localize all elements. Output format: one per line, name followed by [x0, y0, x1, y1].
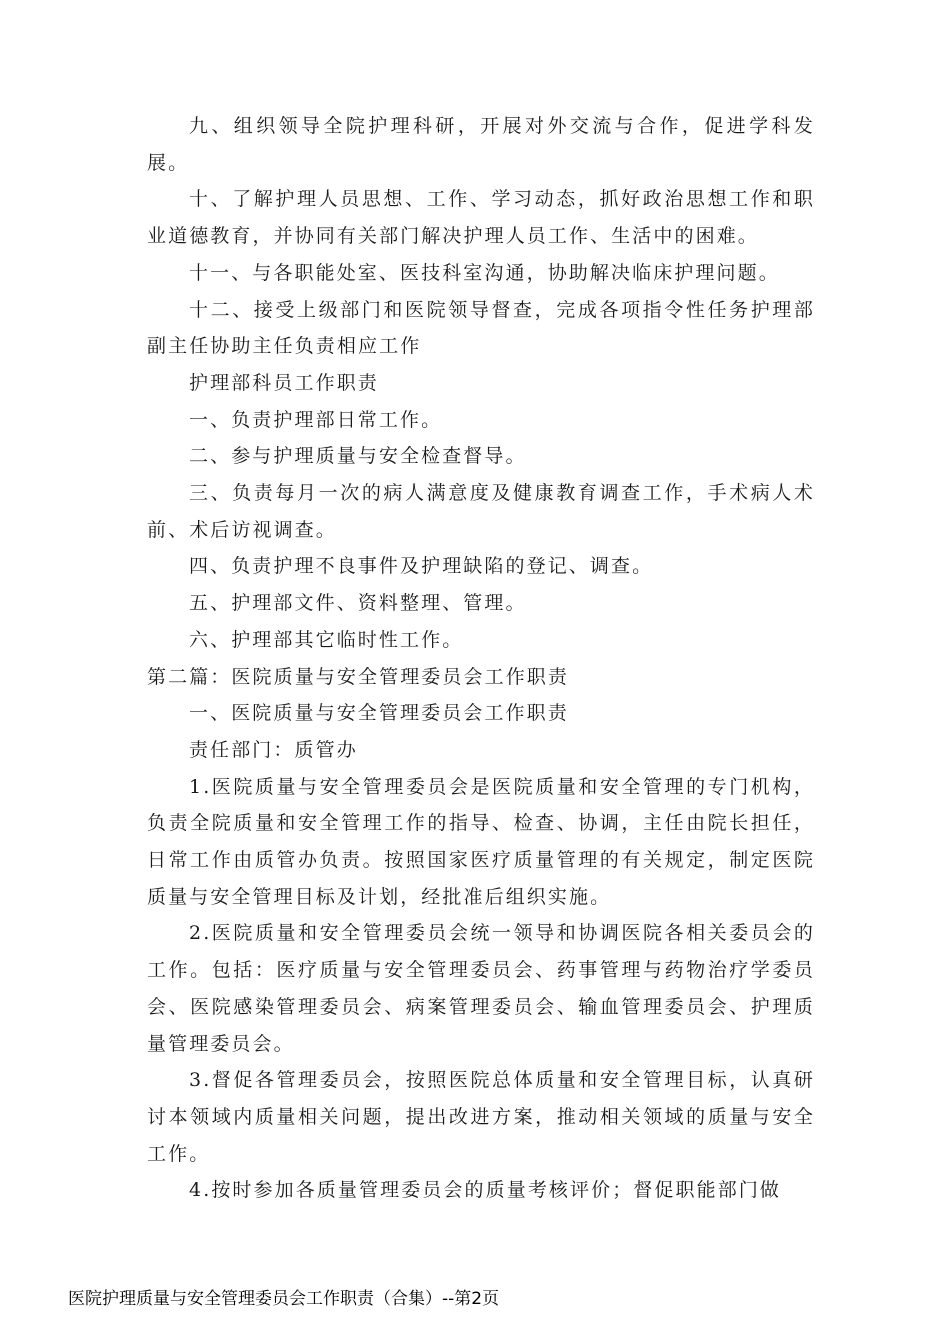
paragraph: 4.按时参加各质量管理委员会的质量考核评价；督促职能部门做: [189, 1179, 782, 1202]
paragraph: 3.督促各管理委员会，按照医院总体质量和安全管理目标，认真研讨本领域内质量相关问题，提出改进方案，推动相关领域的质量与安全工作。: [147, 1069, 815, 1165]
paragraph: 三、负责每月一次的病人满意度及健康教育调查工作，手术病人术前、术后访视调查。: [147, 482, 815, 541]
paragraph: 十、了解护理人员思想、工作、学习动态，抓好政治思想工作和职业道德教育，并协同有关部门解决护理人员工作、生活中的困难。: [147, 188, 815, 248]
paragraph: 一、医院质量与安全管理委员会工作职责: [189, 702, 569, 725]
paragraph: 五、护理部文件、资料整理、管理。: [189, 592, 527, 615]
page-footer: 医院护理质量与安全管理委员会工作职责（合集）--第2页: [68, 1289, 500, 1309]
paragraph: 九、组织领导全院护理科研，开展对外交流与合作，促进学科发展。: [147, 115, 815, 174]
paragraph: 一、负责护理部日常工作。: [189, 408, 443, 431]
paragraph: 十二、接受上级部门和医院领导督查，完成各项指令性任务护理部副主任协助主任负责相应工作: [147, 298, 815, 358]
paragraph: 2.医院质量和安全管理委员会统一领导和协调医院各相关委员会的工作。包括：医疗质量与安全管理委员会、药事管理与药物治疗学委员会、医院感染管理委员会、病案管理委员会、输血管理委员会、护理质量管理委员会。: [147, 922, 815, 1055]
paragraph: 二、参与护理质量与安全检查督导。: [189, 445, 527, 468]
paragraph: 责任部门：质管办: [189, 738, 358, 761]
paragraph: 1.医院质量与安全管理委员会是医院质量和安全管理的专门机构，负责全院质量和安全管理工作的指导、检查、协调，主任由院长担任，日常工作由质管办负责。按照国家医疗质量管理的有关规定，制定医院质量与安全管理目标及计划，经批准后组织实施。: [147, 775, 815, 908]
paragraph: 四、负责护理不良事件及护理缺陷的登记、调查。: [189, 555, 654, 578]
paragraph: 第二篇：医院质量与安全管理委员会工作职责: [147, 665, 570, 688]
paragraph: 六、护理部其它临时性工作。: [189, 628, 464, 651]
document-body: [147, 108, 815, 1209]
paragraph: 十一、与各职能处室、医技科室沟通，协助解决临床护理问题。: [189, 261, 780, 284]
paragraph: 护理部科员工作职责: [189, 371, 379, 394]
